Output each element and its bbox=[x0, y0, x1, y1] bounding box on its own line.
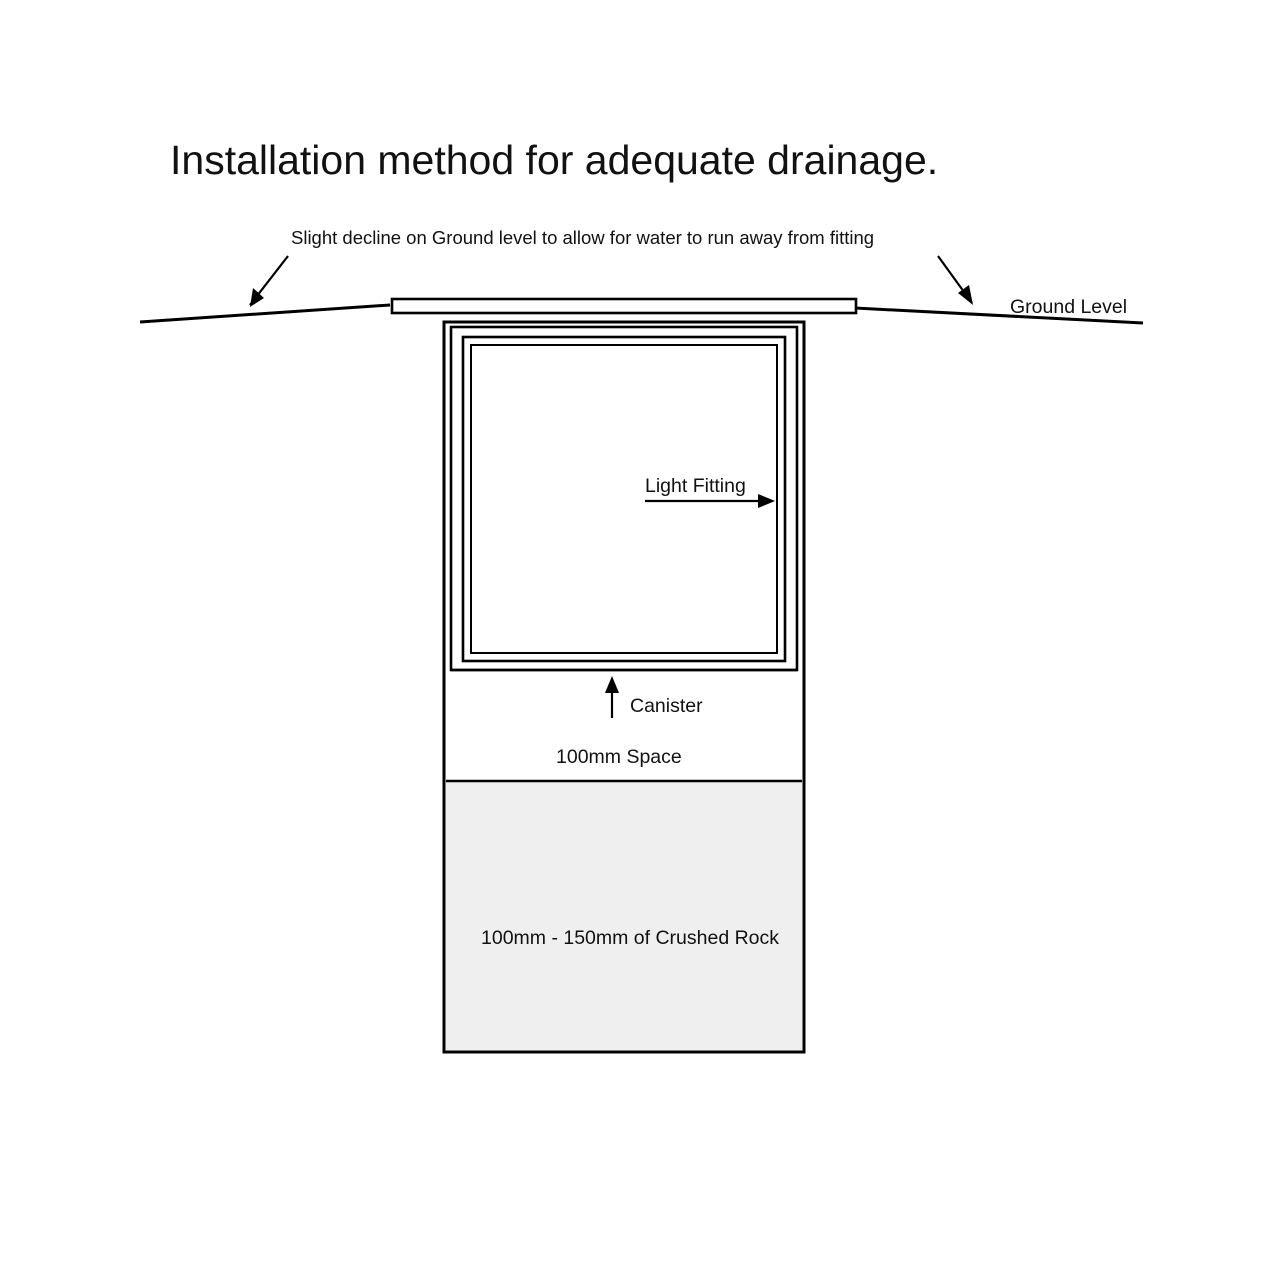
canister-top-flange bbox=[392, 299, 856, 313]
canister-label: Canister bbox=[630, 695, 703, 717]
crushed-rock-label: 100mm - 150mm of Crushed Rock bbox=[481, 927, 780, 949]
arrow-down-right-icon bbox=[938, 256, 973, 305]
page-title: Installation method for adequate drainage. bbox=[170, 137, 939, 183]
decline-note-label: Slight decline on Ground level to allow for water to run away from fitting bbox=[291, 227, 875, 248]
ground-level-label: Ground Level bbox=[1010, 296, 1128, 318]
light-fitting-label: Light Fitting bbox=[645, 475, 746, 497]
arrow-down-left-icon bbox=[250, 256, 288, 307]
space-label: 100mm Space bbox=[556, 746, 682, 768]
crushed-rock-fill bbox=[446, 781, 802, 1050]
light-fitting-lens bbox=[471, 345, 777, 653]
